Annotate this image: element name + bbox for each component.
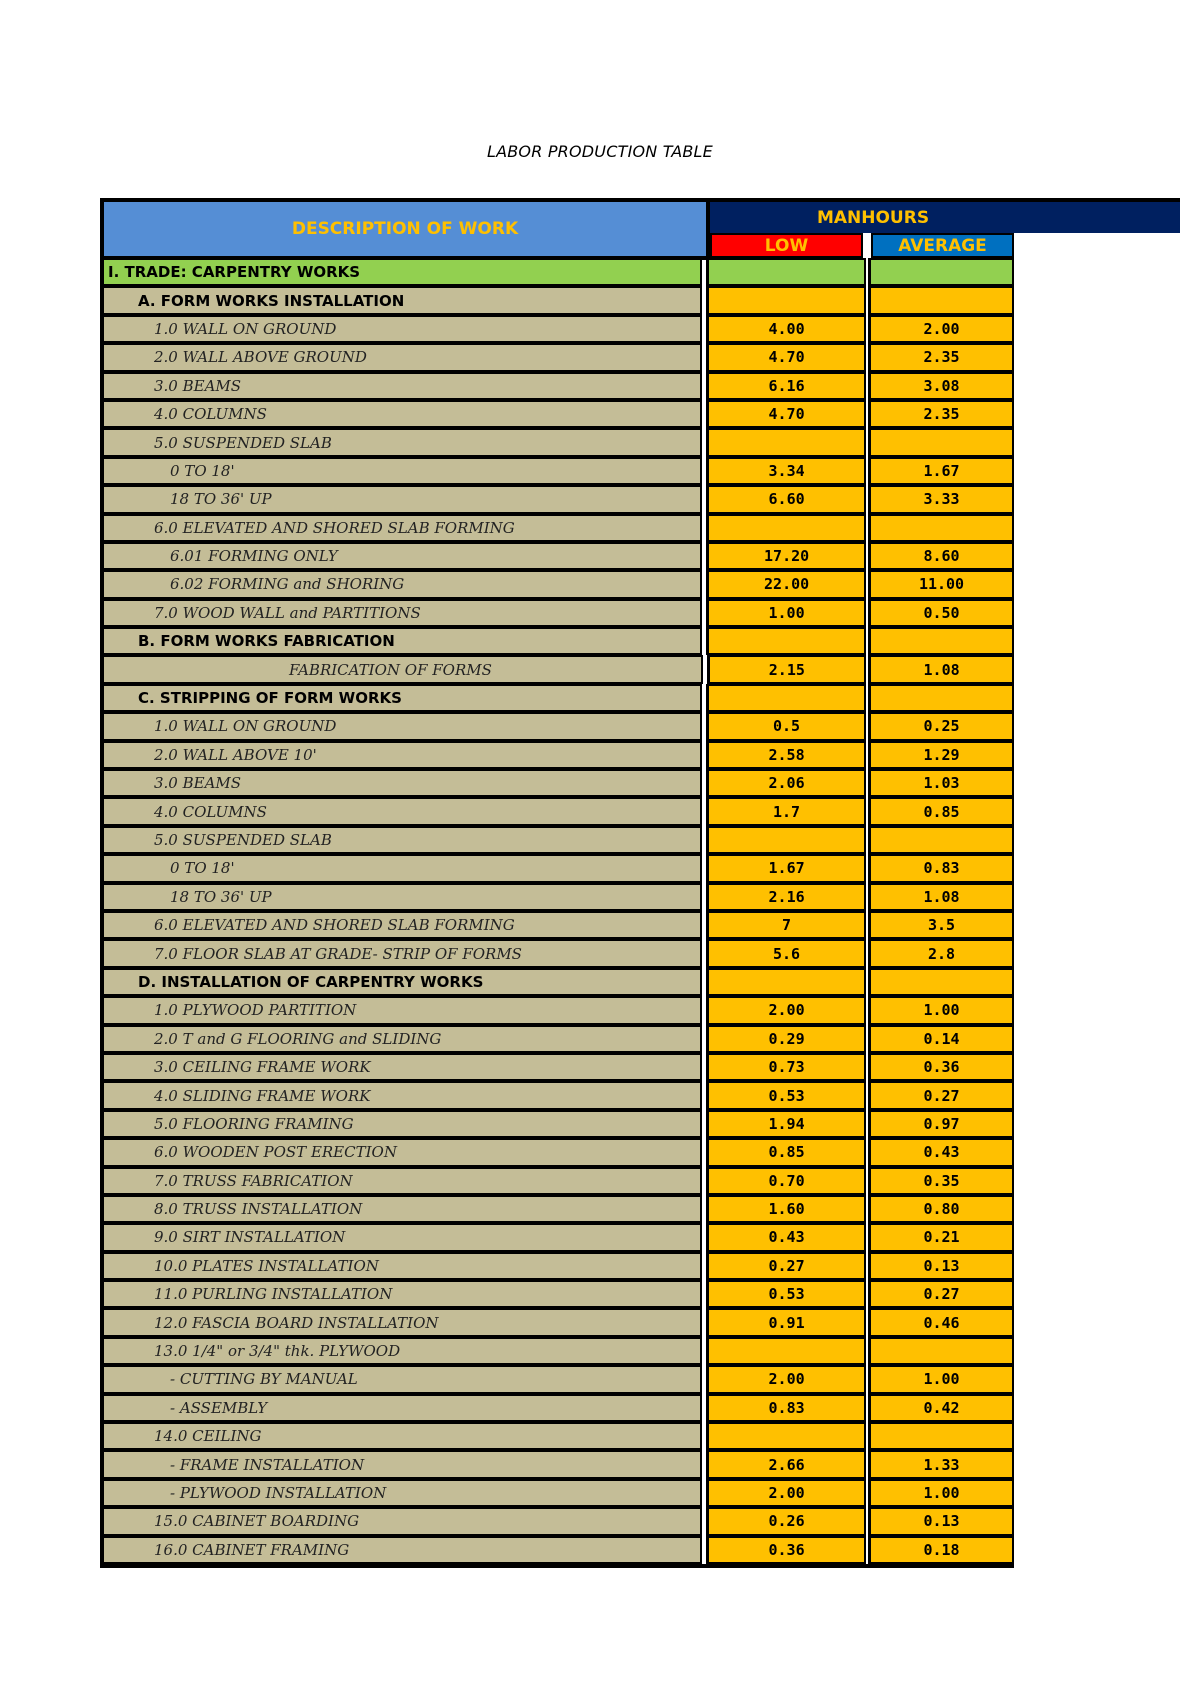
table-row <box>104 514 1014 542</box>
work-description: - FRAME INSTALLATION <box>104 1450 702 1478</box>
average-manhours-cell: 3.08 <box>868 372 1014 400</box>
work-description: - ASSEMBLY <box>104 1394 702 1422</box>
low-manhours-cell: 2.00 <box>706 1479 866 1507</box>
average-manhours-cell: 0.25 <box>868 712 1014 740</box>
average-manhours-cell <box>868 684 1014 712</box>
average-manhours-cell: 1.67 <box>868 457 1014 485</box>
work-description: D. INSTALLATION OF CARPENTRY WORKS <box>104 968 702 996</box>
table-row <box>104 599 1014 627</box>
table-row <box>104 400 1014 428</box>
work-description: 6.0 WOODEN POST ERECTION <box>104 1138 702 1166</box>
low-manhours-cell: 0.53 <box>706 1081 866 1109</box>
low-manhours-cell: 0.85 <box>706 1138 866 1166</box>
work-description: 6.01 FORMING ONLY <box>104 542 702 570</box>
section-row <box>104 968 1014 996</box>
table-row <box>104 428 1014 456</box>
average-manhours-cell <box>868 968 1014 996</box>
low-manhours-cell <box>706 1422 866 1450</box>
average-manhours-cell <box>868 1422 1014 1450</box>
work-description: 7.0 TRUSS FABRICATION <box>104 1167 702 1195</box>
low-manhours-cell: 7 <box>706 911 866 939</box>
table-row <box>104 485 1014 513</box>
table-row <box>104 797 1014 825</box>
average-manhours-cell: 1.00 <box>868 1479 1014 1507</box>
work-description: - CUTTING BY MANUAL <box>104 1365 702 1393</box>
work-description: 3.0 BEAMS <box>104 769 702 797</box>
table-row <box>104 1138 1014 1166</box>
trade-row <box>104 258 1014 286</box>
low-manhours-cell: 0.36 <box>706 1536 866 1564</box>
low-manhours-cell: 0.91 <box>706 1308 866 1336</box>
page-title: LABOR PRODUCTION TABLE <box>487 142 713 161</box>
average-manhours-cell: 0.46 <box>868 1308 1014 1336</box>
table-row <box>104 1081 1014 1109</box>
low-manhours-cell: 1.7 <box>706 797 866 825</box>
work-description: 3.0 BEAMS <box>104 372 702 400</box>
table-row <box>104 457 1014 485</box>
average-manhours-cell: 1.00 <box>868 996 1014 1024</box>
low-manhours-cell: 1.00 <box>706 599 866 627</box>
section-row <box>104 286 1014 314</box>
low-manhours-cell: 2.16 <box>706 883 866 911</box>
work-description: 2.0 WALL ABOVE 10' <box>104 741 702 769</box>
low-manhours-cell: 4.70 <box>706 400 866 428</box>
work-description: 16.0 CABINET FRAMING <box>104 1536 702 1564</box>
average-manhours-cell: 2.00 <box>868 315 1014 343</box>
table-row <box>104 655 1014 683</box>
average-manhours-cell: 0.13 <box>868 1252 1014 1280</box>
manhours-header <box>710 198 1180 233</box>
work-description: FABRICATION OF FORMS <box>104 655 703 683</box>
work-description: 3.0 CEILING FRAME WORK <box>104 1053 702 1081</box>
low-manhours-cell: 0.83 <box>706 1394 866 1422</box>
low-manhours-cell: 4.70 <box>706 343 866 371</box>
table-row <box>104 1507 1014 1535</box>
average-manhours-cell: 0.97 <box>868 1110 1014 1138</box>
work-description: 15.0 CABINET BOARDING <box>104 1507 702 1535</box>
work-description: - PLYWOOD INSTALLATION <box>104 1479 702 1507</box>
average-manhours-cell: 0.27 <box>868 1081 1014 1109</box>
table-row <box>104 1365 1014 1393</box>
low-manhours-cell: 2.15 <box>707 655 867 683</box>
low-manhours-cell: 4.00 <box>706 315 866 343</box>
low-manhours-cell: 0.73 <box>706 1053 866 1081</box>
low-manhours-cell: 0.26 <box>706 1507 866 1535</box>
work-description: 8.0 TRUSS INSTALLATION <box>104 1195 702 1223</box>
table-row <box>104 1167 1014 1195</box>
table-row <box>104 1053 1014 1081</box>
low-manhours-cell: 0.70 <box>706 1167 866 1195</box>
average-manhours-cell: 8.60 <box>868 542 1014 570</box>
low-manhours-cell: 2.06 <box>706 769 866 797</box>
section-row <box>104 627 1014 655</box>
low-manhours-cell: 0.53 <box>706 1280 866 1308</box>
table-row <box>104 1479 1014 1507</box>
average-header: AVERAGE <box>871 233 1014 258</box>
work-description: A. FORM WORKS INSTALLATION <box>104 286 702 314</box>
work-description: 18 TO 36' UP <box>104 883 702 911</box>
table-row <box>104 1110 1014 1138</box>
low-manhours-cell: 1.94 <box>706 1110 866 1138</box>
work-description: 2.0 WALL ABOVE GROUND <box>104 343 702 371</box>
average-manhours-cell <box>868 514 1014 542</box>
manhours-header-label: MANHOURS <box>816 207 930 228</box>
low-manhours-cell: 0.5 <box>706 712 866 740</box>
table-row <box>104 1536 1014 1564</box>
low-manhours-cell <box>706 968 866 996</box>
average-manhours-cell: 1.29 <box>868 741 1014 769</box>
average-manhours-cell: 1.03 <box>868 769 1014 797</box>
low-manhours-cell: 5.6 <box>706 939 866 967</box>
table-row <box>104 315 1014 343</box>
table-row <box>104 1337 1014 1365</box>
low-manhours-cell: 6.60 <box>706 485 866 513</box>
low-manhours-cell: 22.00 <box>706 570 866 598</box>
work-description: 10.0 PLATES INSTALLATION <box>104 1252 702 1280</box>
average-manhours-cell: 0.18 <box>868 1536 1014 1564</box>
table-row <box>104 1450 1014 1478</box>
low-manhours-cell: 0.27 <box>706 1252 866 1280</box>
low-manhours-cell <box>706 684 866 712</box>
average-manhours-cell <box>868 258 1014 286</box>
average-manhours-cell <box>868 627 1014 655</box>
work-description: 1.0 PLYWOOD PARTITION <box>104 996 702 1024</box>
table-row <box>104 570 1014 598</box>
low-manhours-cell: 2.58 <box>706 741 866 769</box>
work-description: 1.0 WALL ON GROUND <box>104 315 702 343</box>
table-row <box>104 1394 1014 1422</box>
work-description: I. TRADE: CARPENTRY WORKS <box>104 258 702 286</box>
work-description: C. STRIPPING OF FORM WORKS <box>104 684 702 712</box>
low-manhours-cell <box>706 428 866 456</box>
average-manhours-cell: 2.35 <box>868 400 1014 428</box>
table-row <box>104 854 1014 882</box>
work-description: 14.0 CEILING <box>104 1422 702 1450</box>
low-manhours-cell <box>706 286 866 314</box>
average-manhours-cell: 2.35 <box>868 343 1014 371</box>
low-manhours-cell: 2.00 <box>706 996 866 1024</box>
work-description: 2.0 T and G FLOORING and SLIDING <box>104 1025 702 1053</box>
table-row <box>104 1025 1014 1053</box>
average-manhours-cell: 2.8 <box>868 939 1014 967</box>
table-row <box>104 343 1014 371</box>
average-manhours-cell <box>868 826 1014 854</box>
table-row <box>104 1280 1014 1308</box>
low-header: LOW <box>710 233 863 258</box>
table-row <box>104 939 1014 967</box>
work-description: 4.0 COLUMNS <box>104 400 702 428</box>
average-manhours-cell: 1.08 <box>868 883 1014 911</box>
work-description: 6.0 ELEVATED AND SHORED SLAB FORMING <box>104 514 702 542</box>
low-manhours-cell <box>706 514 866 542</box>
work-description: 6.0 ELEVATED AND SHORED SLAB FORMING <box>104 911 702 939</box>
average-manhours-cell: 11.00 <box>868 570 1014 598</box>
average-manhours-cell <box>868 1337 1014 1365</box>
description-header: DESCRIPTION OF WORK <box>100 198 710 260</box>
low-manhours-cell: 2.00 <box>706 1365 866 1393</box>
work-description: 1.0 WALL ON GROUND <box>104 712 702 740</box>
work-description: B. FORM WORKS FABRICATION <box>104 627 702 655</box>
average-manhours-cell: 1.08 <box>868 655 1014 683</box>
low-manhours-cell: 3.34 <box>706 457 866 485</box>
average-manhours-cell <box>868 428 1014 456</box>
table-row <box>104 911 1014 939</box>
work-description: 0 TO 18' <box>104 457 702 485</box>
low-manhours-cell: 17.20 <box>706 542 866 570</box>
low-manhours-cell: 2.66 <box>706 1450 866 1478</box>
work-description: 6.02 FORMING and SHORING <box>104 570 702 598</box>
table-row <box>104 1223 1014 1251</box>
table-row <box>104 826 1014 854</box>
work-description: 7.0 WOOD WALL and PARTITIONS <box>104 599 702 627</box>
table-row <box>104 1252 1014 1280</box>
low-manhours-cell: 1.67 <box>706 854 866 882</box>
section-row <box>104 684 1014 712</box>
average-manhours-cell: 0.42 <box>868 1394 1014 1422</box>
average-manhours-cell: 0.83 <box>868 854 1014 882</box>
average-manhours-cell: 0.36 <box>868 1053 1014 1081</box>
average-manhours-cell: 0.50 <box>868 599 1014 627</box>
low-manhours-cell: 0.29 <box>706 1025 866 1053</box>
average-manhours-cell: 0.14 <box>868 1025 1014 1053</box>
average-manhours-cell: 3.33 <box>868 485 1014 513</box>
table-row <box>104 542 1014 570</box>
table-row <box>104 883 1014 911</box>
low-manhours-cell <box>706 826 866 854</box>
work-description: 4.0 SLIDING FRAME WORK <box>104 1081 702 1109</box>
low-manhours-cell: 0.43 <box>706 1223 866 1251</box>
low-manhours-cell: 1.60 <box>706 1195 866 1223</box>
low-manhours-cell <box>706 1337 866 1365</box>
table-row <box>104 712 1014 740</box>
average-manhours-cell: 0.85 <box>868 797 1014 825</box>
average-manhours-cell <box>868 286 1014 314</box>
table-row <box>104 372 1014 400</box>
table-row <box>104 741 1014 769</box>
average-manhours-cell: 3.5 <box>868 911 1014 939</box>
average-manhours-cell: 0.13 <box>868 1507 1014 1535</box>
work-description: 0 TO 18' <box>104 854 702 882</box>
low-manhours-cell <box>706 627 866 655</box>
work-description: 18 TO 36' UP <box>104 485 702 513</box>
average-manhours-cell: 0.80 <box>868 1195 1014 1223</box>
work-description: 12.0 FASCIA BOARD INSTALLATION <box>104 1308 702 1336</box>
low-manhours-cell: 6.16 <box>706 372 866 400</box>
low-manhours-cell <box>706 258 866 286</box>
average-manhours-cell: 0.43 <box>868 1138 1014 1166</box>
table-row <box>104 1308 1014 1336</box>
table-body <box>100 258 1014 1568</box>
work-description: 5.0 FLOORING FRAMING <box>104 1110 702 1138</box>
table-row <box>104 769 1014 797</box>
average-manhours-cell: 0.21 <box>868 1223 1014 1251</box>
work-description: 5.0 SUSPENDED SLAB <box>104 428 702 456</box>
work-description: 13.0 1/4" or 3/4" thk. PLYWOOD <box>104 1337 702 1365</box>
work-description: 9.0 SIRT INSTALLATION <box>104 1223 702 1251</box>
table-row <box>104 1422 1014 1450</box>
table-header <box>100 198 1180 258</box>
average-manhours-cell: 0.35 <box>868 1167 1014 1195</box>
average-manhours-cell: 1.00 <box>868 1365 1014 1393</box>
labor-production-table <box>100 198 1180 1568</box>
table-row <box>104 1195 1014 1223</box>
work-description: 11.0 PURLING INSTALLATION <box>104 1280 702 1308</box>
work-description: 4.0 COLUMNS <box>104 797 702 825</box>
average-manhours-cell: 0.27 <box>868 1280 1014 1308</box>
work-description: 7.0 FLOOR SLAB AT GRADE- STRIP OF FORMS <box>104 939 702 967</box>
work-description: 5.0 SUSPENDED SLAB <box>104 826 702 854</box>
table-row <box>104 996 1014 1024</box>
average-manhours-cell: 1.33 <box>868 1450 1014 1478</box>
